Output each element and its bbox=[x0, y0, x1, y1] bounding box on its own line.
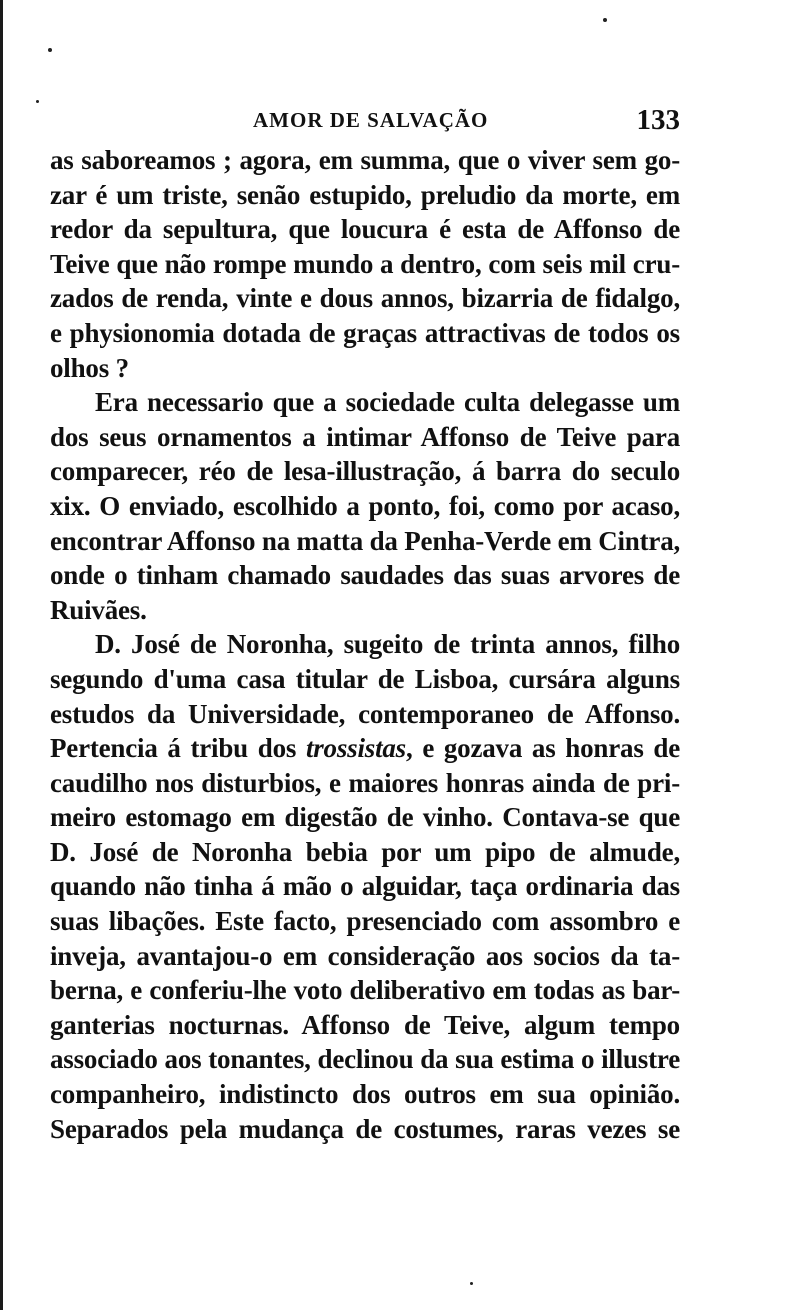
text-line: as saboreamos ; agora, em summa, que o viver sem go- bbox=[50, 145, 680, 175]
text-line: segundo d'uma casa titular de Lisboa, cursára alguns bbox=[50, 663, 680, 694]
text-line: encontrar Affonso na matta da Penha-Verde em Cintra, bbox=[50, 525, 681, 556]
text-line: suas libações. Este facto, presenciado com assombro e bbox=[50, 906, 680, 937]
running-header bbox=[50, 104, 680, 138]
page-edge-shadow bbox=[0, 0, 3, 1310]
text-line: xix. O enviado, escolhido a ponto, foi, como por acaso, bbox=[50, 490, 680, 521]
text-line: berna, e conferiu-lhe voto deliberativo em todas as bar- bbox=[50, 975, 680, 1006]
text-line: inveja, avantajou-o em consideração aos socios da ta- bbox=[50, 940, 680, 971]
text-line: D. José de Noronha, sugeito de trinta annos, filho bbox=[95, 629, 680, 660]
body-text bbox=[50, 143, 680, 1146]
text-line: companheiro, indistincto dos outros em sua opinião. bbox=[50, 1079, 680, 1110]
print-speck bbox=[603, 18, 607, 22]
print-speck bbox=[36, 100, 39, 103]
text-line: olhos ? bbox=[50, 352, 129, 383]
text-line: estudos da Universidade, contemporaneo de Affonso. bbox=[50, 698, 680, 729]
text-line: Ruivães. bbox=[50, 594, 147, 625]
print-speck bbox=[470, 1282, 473, 1285]
text-line: Teive que não rompe mundo a dentro, com seis mil cru- bbox=[50, 248, 680, 279]
text-line: redor da sepultura, que loucura é esta de Affonso de bbox=[50, 214, 680, 245]
page-number: 133 bbox=[636, 104, 680, 136]
text-line: Era necessario que a sociedade culta delegasse um bbox=[95, 387, 680, 418]
italic-word: trossistas bbox=[305, 733, 406, 764]
print-speck bbox=[48, 48, 52, 52]
text-line: meiro estomago em digestão de vinho. Contava-se que bbox=[50, 802, 680, 833]
text-line: ganterias nocturnas. Affonso de Teive, algum tempo bbox=[50, 1009, 680, 1040]
text-line: associado aos tonantes, declinou da sua estima o illustre bbox=[50, 1044, 680, 1075]
text-line: zar é um triste, senão estupido, preludio da morte, em bbox=[50, 179, 680, 210]
text-line: Separados pela mudança de costumes, raras vezes se bbox=[50, 1113, 680, 1144]
text-line: dos seus ornamentos a intimar Affonso de Teive para bbox=[50, 421, 680, 452]
text-line: comparecer, réo de lesa-illustração, á barra do seculo bbox=[50, 456, 680, 487]
text-line: D. José de Noronha bebia por um pipo de almude, bbox=[50, 836, 680, 867]
text-line: caudilho nos disturbios, e maiores honras ainda de pri- bbox=[50, 767, 680, 798]
text-line: Pertencia á tribu dos trossistas, e gozava as honras de bbox=[50, 733, 680, 764]
text-line: onde o tinham chamado saudades das suas arvores de bbox=[50, 560, 680, 591]
text-line: e physionomia dotada de graças attractivas de todos os bbox=[50, 317, 680, 348]
running-title: AMOR DE SALVAÇÃO bbox=[253, 108, 489, 132]
text-line: quando não tinha á mão o alguidar, taça ordinaria das bbox=[50, 871, 680, 902]
text-line: zados de renda, vinte e dous annos, bizarria de fidalgo, bbox=[50, 283, 680, 314]
